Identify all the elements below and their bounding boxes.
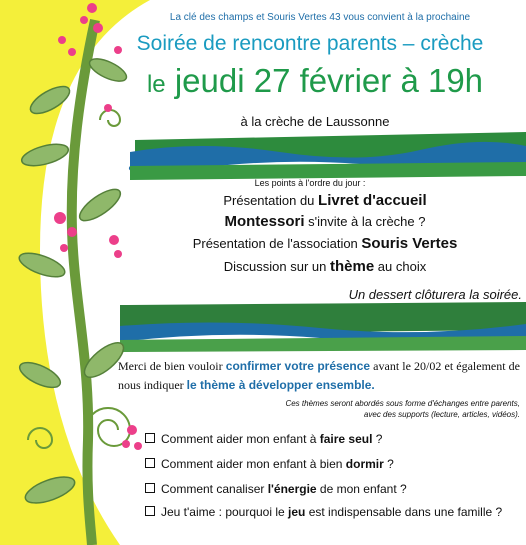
- event-place: à la crèche de Laussonne: [240, 114, 390, 129]
- rsvp-request: Merci de bien vouloir confirmer votre présence avant le 20/02 et également de nous indiquer le thème à développer ensemble.: [118, 359, 521, 392]
- checkbox-icon: [145, 433, 155, 443]
- checkbox-icon: [145, 483, 155, 493]
- checkbox-icon: [145, 506, 155, 516]
- event-date: [115, 62, 515, 100]
- agenda-heading: Les points à l'ordre du jour :: [254, 178, 366, 188]
- dessert-note: Un dessert clôturera la soirée.: [348, 287, 522, 302]
- intro-line: La clé des champs et Souris Vertes 43 vous convient à la prochaine: [169, 12, 471, 23]
- themes-note: Ces thèmes seront abordés sous forme d'échanges entre parents, avec des supports (lecture, articles, vidéos).: [285, 399, 520, 419]
- date-prefix: le: [146, 71, 166, 98]
- event-title: Soirée de rencontre parents – crèche: [136, 32, 484, 55]
- theme-option: Jeu t'aime : pourquoi le jeu est indispensable dans une famille ?: [145, 505, 520, 520]
- bottom-grass-band: [120, 302, 526, 352]
- theme-option: Comment aider mon enfant à bien dormir ?: [145, 457, 520, 472]
- theme-option: Comment aider mon enfant à faire seul ?: [145, 432, 520, 447]
- agenda-item: Discussion sur un thème au choix: [223, 258, 427, 275]
- date-value: jeudi 27 février à 19h: [174, 62, 484, 99]
- agenda-item: Présentation du Livret d'accueil: [223, 192, 427, 209]
- agenda-item: Présentation de l'association Souris Vertes: [192, 235, 458, 252]
- top-river-band: [129, 132, 526, 180]
- agenda-item: Montessori s'invite à la crèche ?: [224, 213, 426, 230]
- theme-option: Comment canaliser l'énergie de mon enfant ?: [145, 482, 520, 497]
- checkbox-icon: [145, 458, 155, 468]
